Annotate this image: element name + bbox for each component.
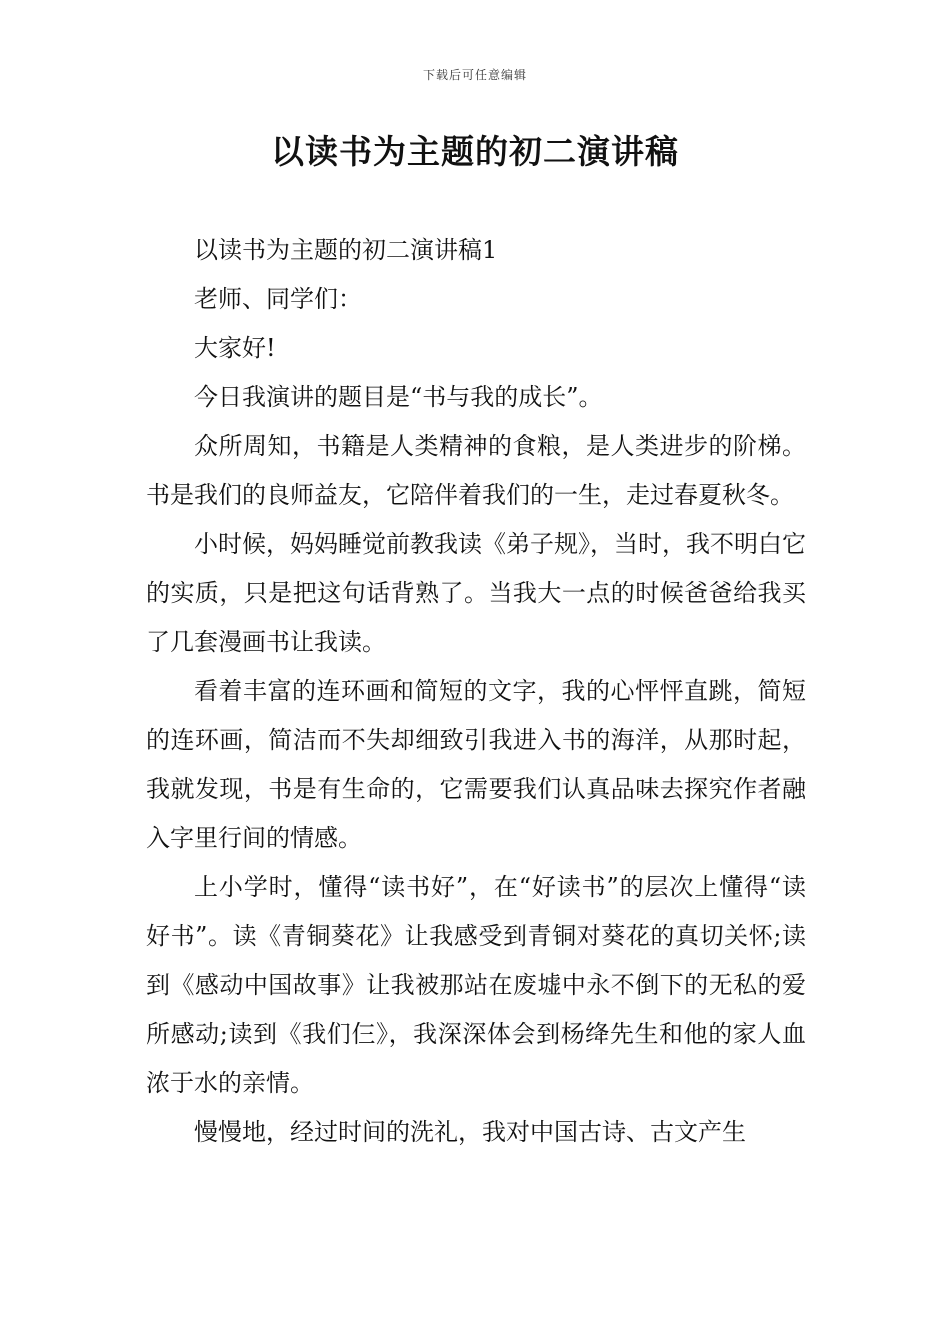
paragraph: 上小学时，懂得“读书好”，在“好读书”的层次上懂得“读好书”。读《青铜葵花》让我感受到青铜对葵花的真切关怀;读到《感动中国故事》让我被那站在废墟中永不倒下的无私的爱所感动;读到《我们仨》，我深深体会到杨绛先生和他的家人血浓于水的亲情。 [146,873,806,1097]
paragraph-salutation: 老师、同学们： [194,285,362,313]
header-note: 下载后可任意编辑 [422,68,527,82]
paragraph-section-heading: 以读书为主题的初二演讲稿1 [194,236,498,264]
paragraph: 看着丰富的连环画和简短的文字，我的心怦怦直跳，简短的连环画，简洁而不失却细致引我进入书的海洋，从那时起，我就发现，书是有生命的，它需要我们认真品味去探究作者融入字里行间的情感。 [146,677,806,852]
document-body [146,226,806,1157]
paragraph: 慢慢地，经过时间的洗礼，我对中国古诗、古文产生 [194,1118,746,1146]
document-title: 以读书为主题的初二演讲稿 [271,132,679,171]
paragraph-greeting: 大家好! [194,334,276,362]
paragraph: 众所周知，书籍是人类精神的食粮，是人类进步的阶梯。书是我们的良师益友，它陪伴着我们的一生，走过春夏秋冬。 [146,432,806,509]
paragraph: 小时候，妈妈睡觉前教我读《弟子规》，当时，我不明白它的实质，只是把这句话背熟了。当我大一点的时候爸爸给我买了几套漫画书让我读。 [146,530,806,656]
paragraph-topic: 今日我演讲的题目是“书与我的成长”。 [194,383,603,411]
